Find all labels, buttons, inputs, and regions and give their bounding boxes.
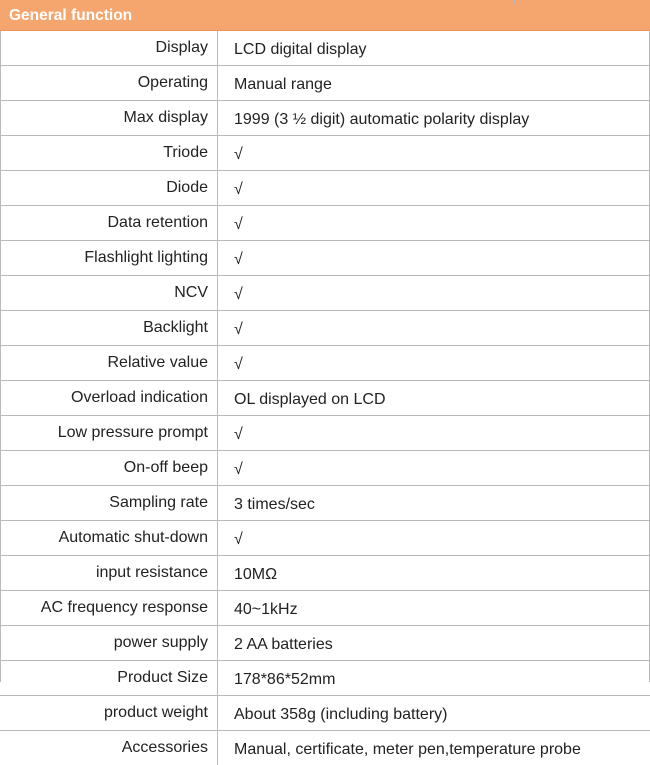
table-row [0, 556, 650, 591]
table-row [0, 66, 650, 101]
table-row [0, 136, 650, 171]
spec-label: Display [0, 31, 218, 66]
spec-label: Operating [0, 66, 218, 101]
spec-label: Data retention [0, 206, 218, 241]
table-row [0, 731, 650, 765]
spec-label: Relative value [0, 346, 218, 381]
section-header [0, 0, 650, 31]
table-row [0, 661, 650, 696]
table-row [0, 486, 650, 521]
table-row [0, 206, 650, 241]
spec-value: √ [218, 206, 650, 241]
spec-label: Max display [0, 101, 218, 136]
spec-label: Flashlight lighting [0, 241, 218, 276]
spec-value: √ [218, 241, 650, 276]
spec-value: √ [218, 311, 650, 346]
table-row [0, 591, 650, 626]
spec-label: Sampling rate [0, 486, 218, 521]
spec-label: Automatic shut-down [0, 521, 218, 556]
spec-label: product weight [0, 696, 218, 731]
table-row [0, 276, 650, 311]
table-row [0, 416, 650, 451]
spec-value: OL displayed on LCD [218, 381, 650, 416]
table-row [0, 241, 650, 276]
spec-value: √ [218, 521, 650, 556]
spec-label: Diode [0, 171, 218, 206]
table-row [0, 521, 650, 556]
spec-label: Product Size [0, 661, 218, 696]
spec-value: Manual range [218, 66, 650, 101]
spec-label: On-off beep [0, 451, 218, 486]
spec-value: 10MΩ [218, 556, 650, 591]
table-border-left [0, 31, 1, 682]
table-row [0, 171, 650, 206]
spec-value: √ [218, 136, 650, 171]
spec-label: Low pressure prompt [0, 416, 218, 451]
spec-label: Accessories [0, 731, 218, 765]
spec-value: 3 times/sec [218, 486, 650, 521]
spec-label: Backlight [0, 311, 218, 346]
section-title: General function [9, 7, 132, 25]
spec-value: 40~1kHz [218, 591, 650, 626]
spec-label: AC frequency response [0, 591, 218, 626]
spec-value: √ [218, 171, 650, 206]
spec-label: input resistance [0, 556, 218, 591]
spec-value: 178*86*52mm [218, 661, 650, 696]
spec-table [0, 31, 650, 765]
header-divider [514, 0, 515, 4]
table-row [0, 696, 650, 731]
spec-value: 1999 (3 ½ digit) automatic polarity display [218, 101, 650, 136]
spec-value: √ [218, 276, 650, 311]
spec-label: power supply [0, 626, 218, 661]
spec-label: Triode [0, 136, 218, 171]
spec-value: √ [218, 416, 650, 451]
table-row [0, 381, 650, 416]
spec-value: Manual, certificate, meter pen,temperature probe [218, 731, 650, 765]
table-row [0, 451, 650, 486]
spec-value: √ [218, 451, 650, 486]
table-row [0, 101, 650, 136]
spec-label: Overload indication [0, 381, 218, 416]
spec-value: About 358g (including battery) [218, 696, 650, 731]
table-row [0, 311, 650, 346]
table-row [0, 31, 650, 66]
table-row [0, 626, 650, 661]
table-row [0, 346, 650, 381]
spec-value: 2 AA batteries [218, 626, 650, 661]
spec-value: LCD digital display [218, 31, 650, 66]
spec-value: √ [218, 346, 650, 381]
spec-label: NCV [0, 276, 218, 311]
